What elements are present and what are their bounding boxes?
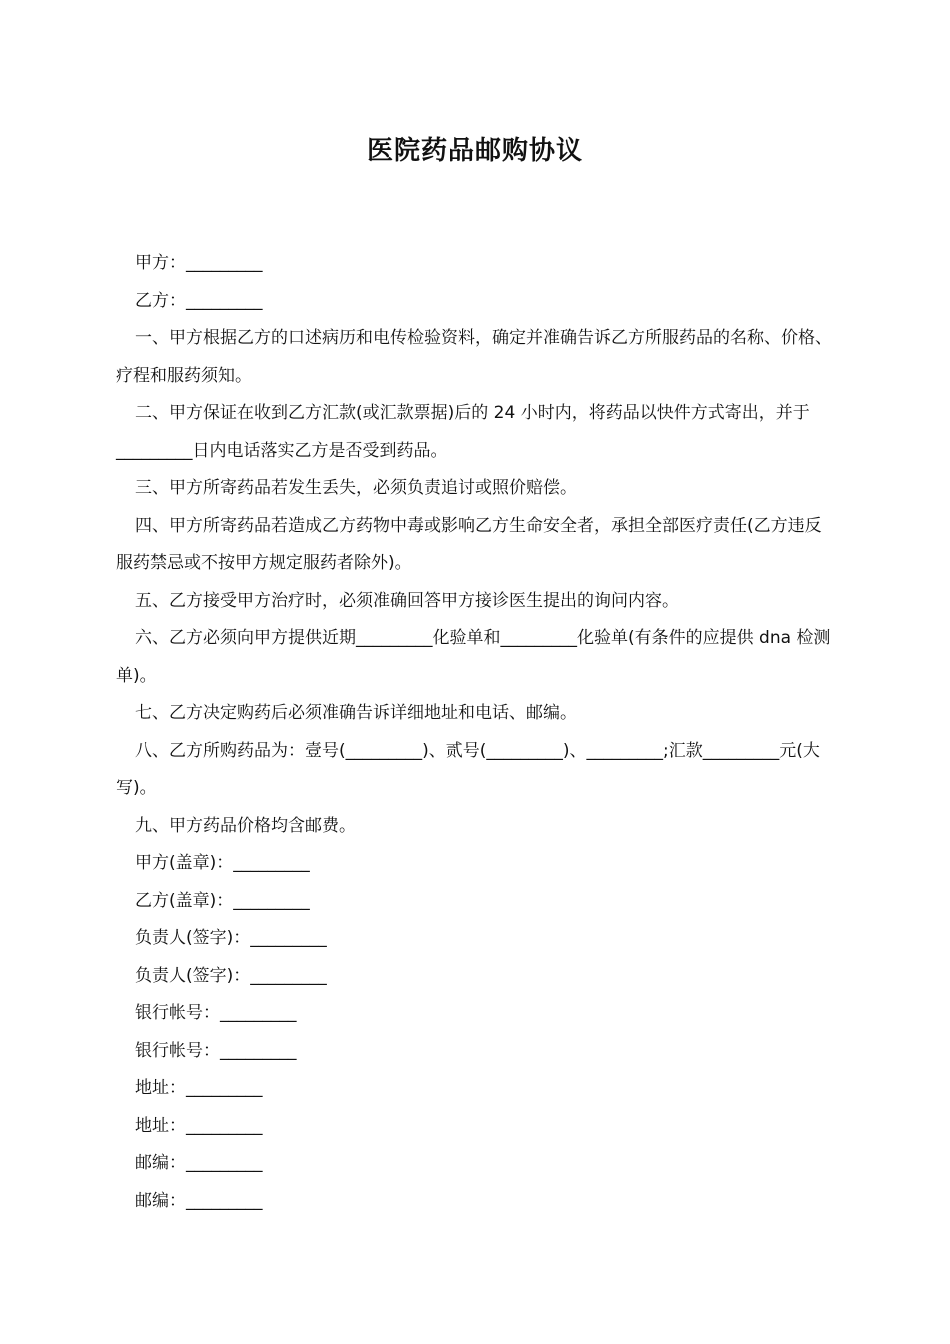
clause-3: 三、甲方所寄药品若发生丢失，必须负责追讨或照价赔偿。 [135,478,577,498]
clause-8: 八、乙方所购药品为：壹号(_________)、贰号(_________)、_________;汇款_________元(大写)。 [116,740,820,798]
party-b-signer-line: 负责人(签字)：_________ [135,965,327,986]
clause-2: 二、甲方保证在收到乙方汇款(或汇款票据)后的 24 小时内，将药品以快件方式寄出，并于_________日内电话落实乙方是否受到药品。 [116,403,810,461]
party-a-postcode-line: 邮编：_________ [135,1153,263,1173]
party-a-line: 甲方：_________ [135,253,263,273]
party-a-signer-line: 负责人(签字)：_________ [135,928,327,948]
clause-7: 七、乙方决定购药后必须准确告诉详细地址和电话、邮编。 [135,703,577,723]
clause-1: 一、甲方根据乙方的口述病历和电传检验资料，确定并准确告诉乙方所服药品的名称、价格、疗程和服药须知。 [116,328,832,386]
document-title: 医院药品邮购协议 [366,136,583,166]
clause-4: 四、甲方所寄药品若造成乙方药物中毒或影响乙方生命安全者，承担全部医疗责任(乙方违反服药禁忌或不按甲方规定服药者除外)。 [116,515,822,573]
clause-6: 六、乙方必须向甲方提供近期_________化验单和_________化验单(有条件的应提供 dna 检测单)。 [116,628,831,686]
clause-9: 九、甲方药品价格均含邮费。 [135,815,356,836]
party-a-bank-account-line: 银行帐号：_________ [135,1003,297,1023]
party-b-seal-line: 乙方(盖章)：_________ [135,890,310,911]
clause-5: 五、乙方接受甲方治疗时，必须准确回答甲方接诊医生提出的询问内容。 [135,590,679,611]
party-b-address-line: 地址：_________ [135,1115,263,1136]
party-b-postcode-line: 邮编：_________ [135,1190,263,1211]
party-a-seal-line: 甲方(盖章)：_________ [135,853,310,873]
party-b-bank-account-line: 银行帐号：_________ [135,1040,297,1061]
party-a-address-line: 地址：_________ [135,1078,263,1098]
document-body [116,245,838,1220]
party-b-line: 乙方：_________ [135,290,263,311]
